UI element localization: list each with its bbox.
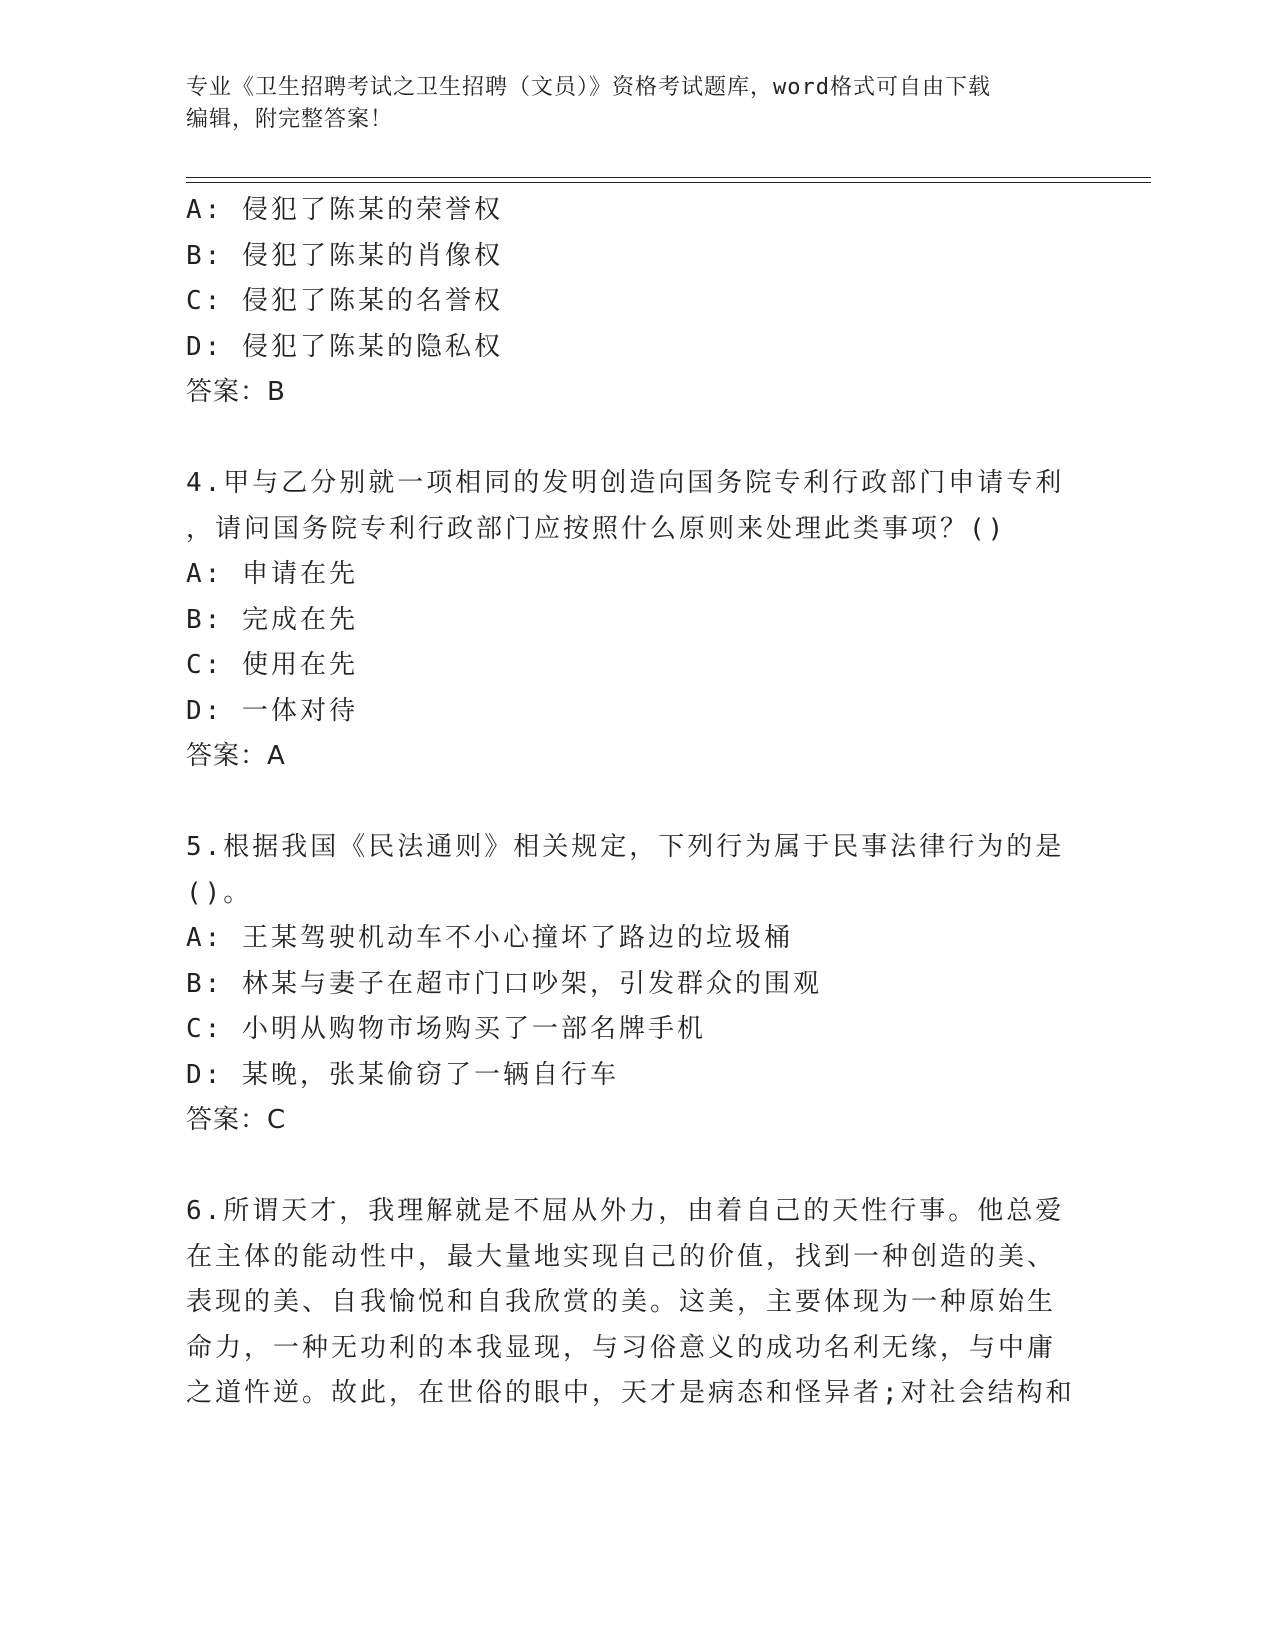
question-content: [186, 188, 1086, 1417]
option-b: B: 完成在先: [186, 604, 358, 635]
question-stem-line: 4.甲与乙分别就一项相同的发明创造向国务院专利行政部门申请专利: [186, 468, 1065, 498]
question-6: [186, 1189, 1086, 1417]
question-stem-line: 表现的美、自我愉悦和自我欣赏的美。这美，主要体现为一种原始生: [186, 1287, 1057, 1317]
option-d: D: 一体对待: [186, 695, 358, 726]
question-stem-line: 在主体的能动性中，最大量地实现自己的价值，找到一种创造的美、: [186, 1241, 1057, 1272]
option-c: C: 小明从购物市场购买了一部名牌手机: [186, 1014, 706, 1044]
question-4: [186, 461, 1086, 780]
question-stem-line: 6.所谓天才，我理解就是不屈从外力，由着自己的天性行事。他总爱: [186, 1196, 1065, 1226]
option-b: B: 林某与妻子在超市门口吵架，引发群众的围观: [186, 968, 822, 999]
answer-line: 答案：B: [186, 377, 286, 407]
page-header: [186, 72, 1066, 136]
question-3: [186, 188, 1086, 416]
option-c: C: 使用在先: [186, 650, 358, 680]
option-c: C: 侵犯了陈某的名誉权: [186, 286, 503, 316]
header-line-2: 编辑，附完整答案！: [186, 107, 394, 132]
answer-line: 答案：A: [186, 741, 286, 771]
header-line-1: 专业《卫生招聘考试之卫生招聘（文员）》资格考试题库，word格式可自由下载: [186, 75, 991, 100]
question-stem-line: ()。: [186, 877, 253, 908]
option-a: A: 申请在先: [186, 559, 358, 589]
option-b: B: 侵犯了陈某的肖像权: [186, 240, 503, 271]
spacer: [186, 780, 1086, 826]
spacer: [186, 1144, 1086, 1190]
question-5: [186, 825, 1086, 1144]
question-stem-line: 命力，一种无功利的本我显现，与习俗意义的成功名利无缘，与中庸: [186, 1332, 1057, 1363]
answer-line: 答案：C: [186, 1105, 287, 1135]
option-a: A: 侵犯了陈某的荣誉权: [186, 195, 503, 225]
header-rule-bottom: [186, 182, 1151, 183]
option-d: D: 某晚，张某偷窃了一辆自行车: [186, 1059, 619, 1090]
question-stem-line: 之道忤逆。故此，在世俗的眼中，天才是病态和怪异者;对社会结构和: [186, 1378, 1075, 1408]
question-stem-line: ，请问国务院专利行政部门应按照什么原则来处理此类事项？(): [186, 513, 1007, 544]
question-stem-line: 5.根据我国《民法通则》相关规定，下列行为属于民事法律行为的是: [186, 832, 1065, 862]
option-d: D: 侵犯了陈某的隐私权: [186, 331, 503, 362]
header-rule-top: [186, 177, 1151, 178]
spacer: [186, 416, 1086, 462]
option-a: A: 王某驾驶机动车不小心撞坏了路边的垃圾桶: [186, 923, 793, 953]
